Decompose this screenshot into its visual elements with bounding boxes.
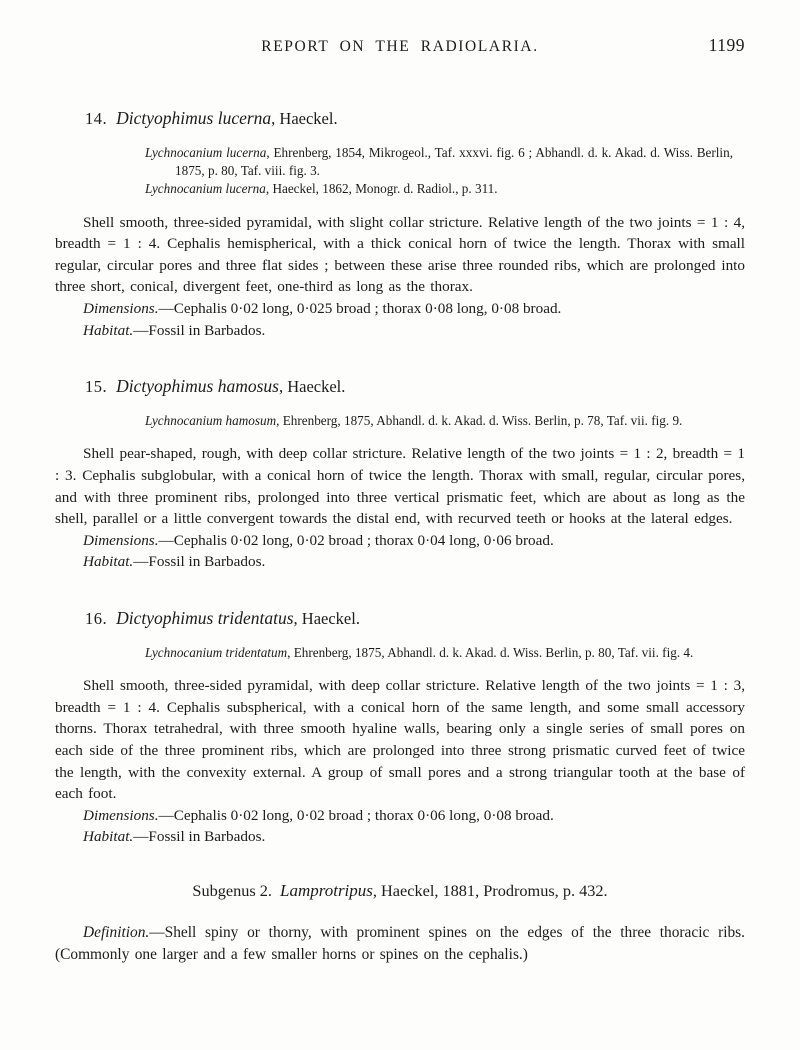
- synonym-species-name: Lychnocanium lucerna: [145, 181, 266, 197]
- synonym-citation: , Ehrenberg, 1875, Abhandl. d. k. Akad. d. Wiss. Berlin, p. 80, Taf. vii. fig. 4.: [287, 644, 694, 660]
- synonymy-line: [145, 180, 733, 198]
- subgenus-label: Subgenus 2.: [192, 880, 272, 900]
- subgenus-heading: [55, 881, 745, 901]
- dimensions-line: [55, 805, 745, 827]
- page-header: [55, 35, 745, 62]
- species-heading: [85, 376, 745, 397]
- species-author: , Haeckel.: [293, 608, 360, 628]
- dimensions-label: Dimensions.: [83, 531, 159, 549]
- synonym-citation: , Haeckel, 1862, Monogr. d. Radiol., p. 311.: [265, 181, 498, 197]
- species-description: Shell smooth, three-sided pyramidal, with slight collar stricture. Relative length of the two joints = 1 : 4, breadth = 1 : 4. Cephalis hemispherical, with a thick conical horn of twice the length. Thorax with small regular, circular pores and three flat sides ; between these arise three rounded ribs, which are prolonged into three short, conical, divergent feet, one-third as long as the thorax.: [55, 213, 745, 296]
- synonymy-block: [145, 644, 733, 662]
- running-title: REPORT ON THE RADIOLARIA.: [261, 38, 539, 55]
- definition-paragraph: [55, 922, 745, 967]
- species-name: Dictyophimus tridentatus: [116, 607, 294, 628]
- species-heading: [85, 608, 745, 629]
- synonymy-block: [145, 144, 733, 199]
- species-name: Dictyophimus hamosus: [116, 376, 279, 397]
- synonym-species-name: Lychnocanium lucerna: [145, 145, 267, 160]
- dimensions-line: [55, 298, 745, 320]
- habitat-text: —Fossil in Barbados.: [133, 321, 266, 339]
- synonymy-line: [145, 644, 733, 662]
- dimensions-label: Dimensions.: [83, 806, 159, 824]
- habitat-line: [55, 320, 745, 342]
- habitat-line: [55, 551, 745, 573]
- dimensions-text: —Cephalis 0·02 long, 0·02 broad ; thorax 0·04 long, 0·06 broad.: [158, 531, 554, 549]
- definition-label: Definition.: [83, 923, 150, 941]
- synonym-citation: , Ehrenberg, 1854, Mikrogeol., Taf. xxxvi. fig. 6 ; Abhandl. d. k. Akad. d. Wiss. Berlin, 1875, p. 80, Taf. viii. fig. 3.: [175, 145, 733, 179]
- species-name: Dictyophimus lucerna: [116, 108, 272, 128]
- habitat-label: Habitat.: [83, 321, 134, 339]
- species-description: Shell pear-shaped, rough, with deep collar stricture. Relative length of the two joints = 1 : 2, breadth = 1 : 3. Cephalis subglobular, with a conical horn of twice the length. Thorax with small, regular, circular pores, and with three prominent ribs, prolonged into three vertical prismatic feet, which are about as long as the shell, parallel or a little convergent towards the distal end, with recurved teeth or hooks at the lateral edges.: [55, 445, 745, 528]
- synonymy-line: [145, 144, 733, 180]
- synonymy-block: [145, 412, 733, 430]
- habitat-text: —Fossil in Barbados.: [133, 828, 266, 846]
- subgenus-name: Lamprotripus: [280, 880, 373, 900]
- synonym-species-name: Lychnocanium tridentatum: [145, 644, 288, 660]
- synonym-species-name: Lychnocanium hamosum: [145, 413, 277, 429]
- species-entry-15: [55, 376, 745, 573]
- habitat-label: Habitat.: [83, 553, 134, 571]
- species-description: Shell smooth, three-sided pyramidal, with deep collar stricture. Relative length of the two joints = 1 : 3, breadth = 1 : 4. Cephalis subspherical, with a conical horn of the same length, and some small accessory thorns. Thorax tetrahedral, with three smooth hyaline walls, bearing only a single series of small pores on each side of the three prominent ribs, which are prolonged into three strong prismatic curved feet of twice the length, with the convexity external. A group of small pores and a strong triangular tooth at the base of each foot.: [55, 677, 745, 803]
- species-entry-14: [55, 108, 745, 341]
- dimensions-text: —Cephalis 0·02 long, 0·02 broad ; thorax 0·06 long, 0·08 broad.: [158, 806, 554, 824]
- dimensions-line: [55, 530, 745, 552]
- page-number: 1199: [708, 35, 745, 55]
- species-author: , Haeckel.: [271, 109, 338, 128]
- species-number: 14.: [85, 109, 108, 128]
- habitat-line: [55, 826, 745, 848]
- definition-text: —Shell spiny or thorny, with prominent spines on the edges of the three thoracic ribs. (Commonly one larger and a few smaller horns or spines on the cephalis.): [55, 923, 745, 964]
- species-number: 15.: [85, 377, 108, 397]
- subgenus-citation: , Haeckel, 1881, Prodromus, p. 432.: [372, 880, 608, 900]
- species-heading: [85, 108, 745, 129]
- dimensions-label: Dimensions.: [83, 299, 159, 317]
- habitat-text: —Fossil in Barbados.: [133, 553, 266, 571]
- dimensions-text: —Cephalis 0·02 long, 0·025 broad ; thorax 0·08 long, 0·08 broad.: [158, 299, 562, 317]
- species-author: , Haeckel.: [278, 377, 346, 397]
- synonymy-line: [145, 412, 733, 430]
- species-entry-16: [55, 608, 745, 848]
- synonym-citation: , Ehrenberg, 1875, Abhandl. d. k. Akad. d. Wiss. Berlin, p. 78, Taf. vii. fig. 9.: [276, 413, 683, 429]
- habitat-label: Habitat.: [83, 828, 134, 846]
- species-number: 16.: [85, 608, 108, 628]
